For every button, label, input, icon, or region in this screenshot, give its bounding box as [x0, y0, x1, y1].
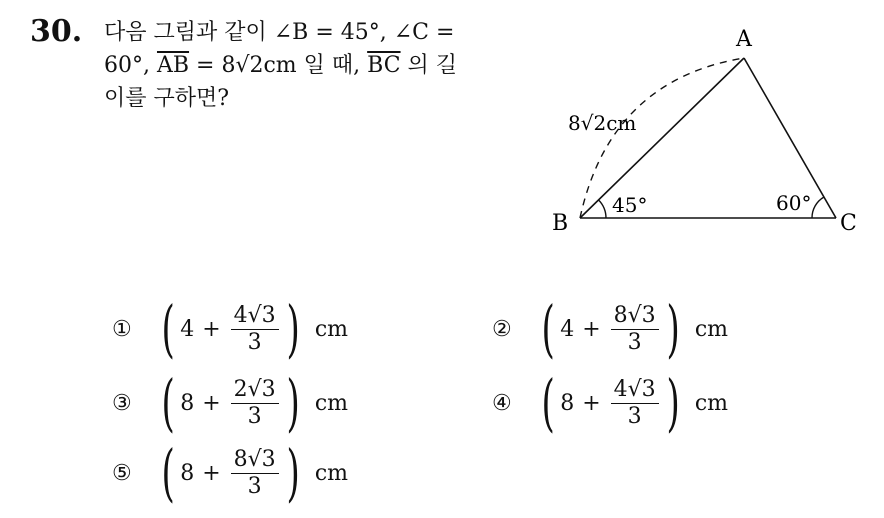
- left-paren: (: [161, 366, 175, 439]
- left-paren: (: [161, 436, 175, 509]
- choice-3-fraction: [231, 377, 279, 430]
- question-number: 30.: [30, 14, 83, 49]
- vertex-c-label: C: [840, 211, 857, 236]
- choice-4[interactable]: [492, 366, 729, 439]
- segment-bc: $\overline{BC}$: [367, 53, 401, 78]
- side-ab: [580, 58, 744, 218]
- choice-1-fraction: [231, 303, 279, 356]
- angle-b-label: 45°: [612, 193, 648, 217]
- choice-3-mark: ③: [112, 390, 132, 416]
- triangle-diagram: [540, 20, 870, 250]
- choice-1-mark: ①: [112, 316, 132, 342]
- choice-5[interactable]: [112, 436, 349, 509]
- right-paren: ): [286, 366, 300, 439]
- choice-1-denominator: 3: [247, 329, 262, 355]
- choice-4-fraction: [611, 377, 659, 430]
- choice-5-unit: cm: [314, 460, 349, 486]
- angle-c-label: 60°: [776, 191, 812, 215]
- question-line-2-mid: = 8√2cm 일 때,: [189, 53, 368, 78]
- plus-sign: +: [582, 316, 601, 342]
- angle-arc-b: [599, 200, 606, 218]
- vertex-b-label: B: [552, 211, 569, 236]
- choice-1-whole: 4: [180, 316, 195, 342]
- left-paren: (: [541, 366, 555, 439]
- choice-2-whole: 4: [560, 316, 575, 342]
- plus-sign: +: [582, 390, 601, 416]
- choice-1-unit: cm: [314, 316, 349, 342]
- plus-sign: +: [202, 460, 221, 486]
- choice-4-unit: cm: [694, 390, 729, 416]
- question-line-3: 이를 구하면?: [104, 86, 230, 111]
- choice-5-mark: ⑤: [112, 460, 132, 486]
- question-line-2-pre: 60°,: [104, 53, 157, 78]
- question-text: [104, 16, 524, 115]
- angle-arc-c: [812, 197, 824, 218]
- choice-2-denominator: 3: [627, 329, 642, 355]
- choice-2-unit: cm: [694, 316, 729, 342]
- choice-1-numerator: 4√3: [231, 303, 279, 330]
- choice-4-numerator: 4√3: [611, 377, 659, 404]
- choice-3-denominator: 3: [247, 403, 262, 429]
- choice-4-denominator: 3: [627, 403, 642, 429]
- choice-5-numerator: 8√3: [231, 447, 279, 474]
- choice-4-mark: ④: [492, 390, 512, 416]
- choice-3-numerator: 2√3: [231, 377, 279, 404]
- vertex-a-label: A: [736, 27, 752, 52]
- choice-5-fraction: [231, 447, 279, 500]
- question-line-2-post: 의 길: [400, 53, 458, 78]
- choice-4-whole: 8: [560, 390, 575, 416]
- right-paren: ): [666, 366, 680, 439]
- choice-2-fraction: [611, 303, 659, 356]
- choice-3-unit: cm: [314, 390, 349, 416]
- right-paren: ): [666, 292, 680, 365]
- choice-2[interactable]: [492, 292, 729, 365]
- choice-3-whole: 8: [180, 390, 195, 416]
- question-line-1: 다음 그림과 같이 ∠B = 45°, ∠C =: [104, 20, 455, 45]
- plus-sign: +: [202, 316, 221, 342]
- choice-2-numerator: 8√3: [611, 303, 659, 330]
- left-paren: (: [161, 292, 175, 365]
- side-ab-length-label: 8√2cm: [568, 111, 637, 135]
- choice-1[interactable]: [112, 292, 349, 365]
- choice-5-denominator: 3: [247, 473, 262, 499]
- plus-sign: +: [202, 390, 221, 416]
- right-paren: ): [286, 436, 300, 509]
- question-line-2: [104, 49, 524, 82]
- segment-ab: $\overline{AB}$: [156, 53, 190, 78]
- right-paren: ): [286, 292, 300, 365]
- choice-3[interactable]: [112, 366, 349, 439]
- choice-5-whole: 8: [180, 460, 195, 486]
- choice-2-mark: ②: [492, 316, 512, 342]
- left-paren: (: [541, 292, 555, 365]
